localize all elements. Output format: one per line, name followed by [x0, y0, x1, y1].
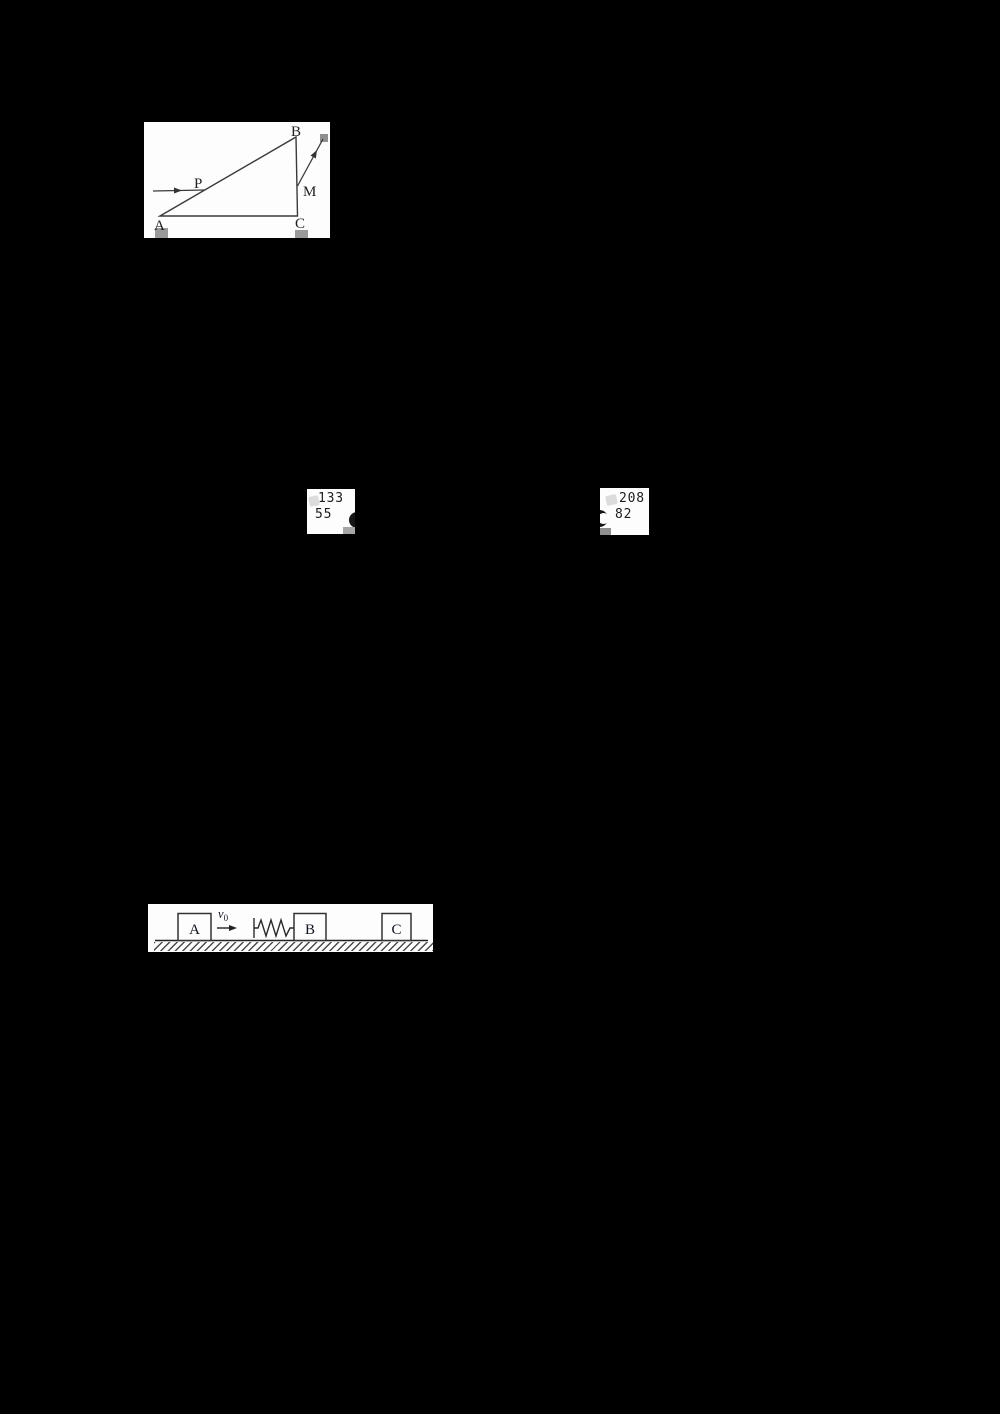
block-a-label: A [189, 922, 200, 938]
faint-print-fragment [605, 494, 618, 506]
reading-fragment-1 [307, 489, 355, 534]
exit-ray [298, 139, 324, 186]
exit-ray-arrowhead-icon [311, 149, 320, 159]
velocity-label [218, 907, 228, 923]
mechanics-figure-canvas [148, 904, 433, 952]
velocity-arrowhead-icon [229, 925, 237, 931]
prism-triangle-outline [160, 137, 298, 216]
scan-artifact [343, 527, 355, 534]
vertex-label-c: C [295, 216, 306, 232]
reading-value-bottom: 55 [315, 507, 333, 522]
reading-value-top: 133 [318, 491, 344, 506]
prism-figure [144, 122, 330, 238]
vertex-label-b: B [291, 124, 302, 140]
entry-point-label-p: P [194, 176, 203, 192]
reading-fragment-2 [600, 488, 649, 535]
spring [254, 920, 294, 936]
velocity-subscript: 0 [223, 913, 229, 923]
incident-ray-arrowhead-icon [174, 188, 182, 194]
gauge-arc-notch [600, 513, 609, 524]
block-c-label: C [391, 922, 402, 938]
reading-value-bottom: 82 [615, 507, 633, 522]
block-b-label: B [304, 922, 316, 938]
scan-artifact [320, 134, 328, 142]
reading-value-top: 208 [619, 491, 645, 506]
gauge-arc-fragment-icon [349, 512, 355, 528]
exit-point-label-m: M [303, 184, 317, 200]
prism-figure-canvas [144, 122, 330, 238]
vertex-label-a: A [154, 218, 165, 234]
velocity-symbol: v [218, 907, 224, 921]
mechanics-figure [148, 904, 433, 952]
scan-artifact [600, 528, 611, 535]
